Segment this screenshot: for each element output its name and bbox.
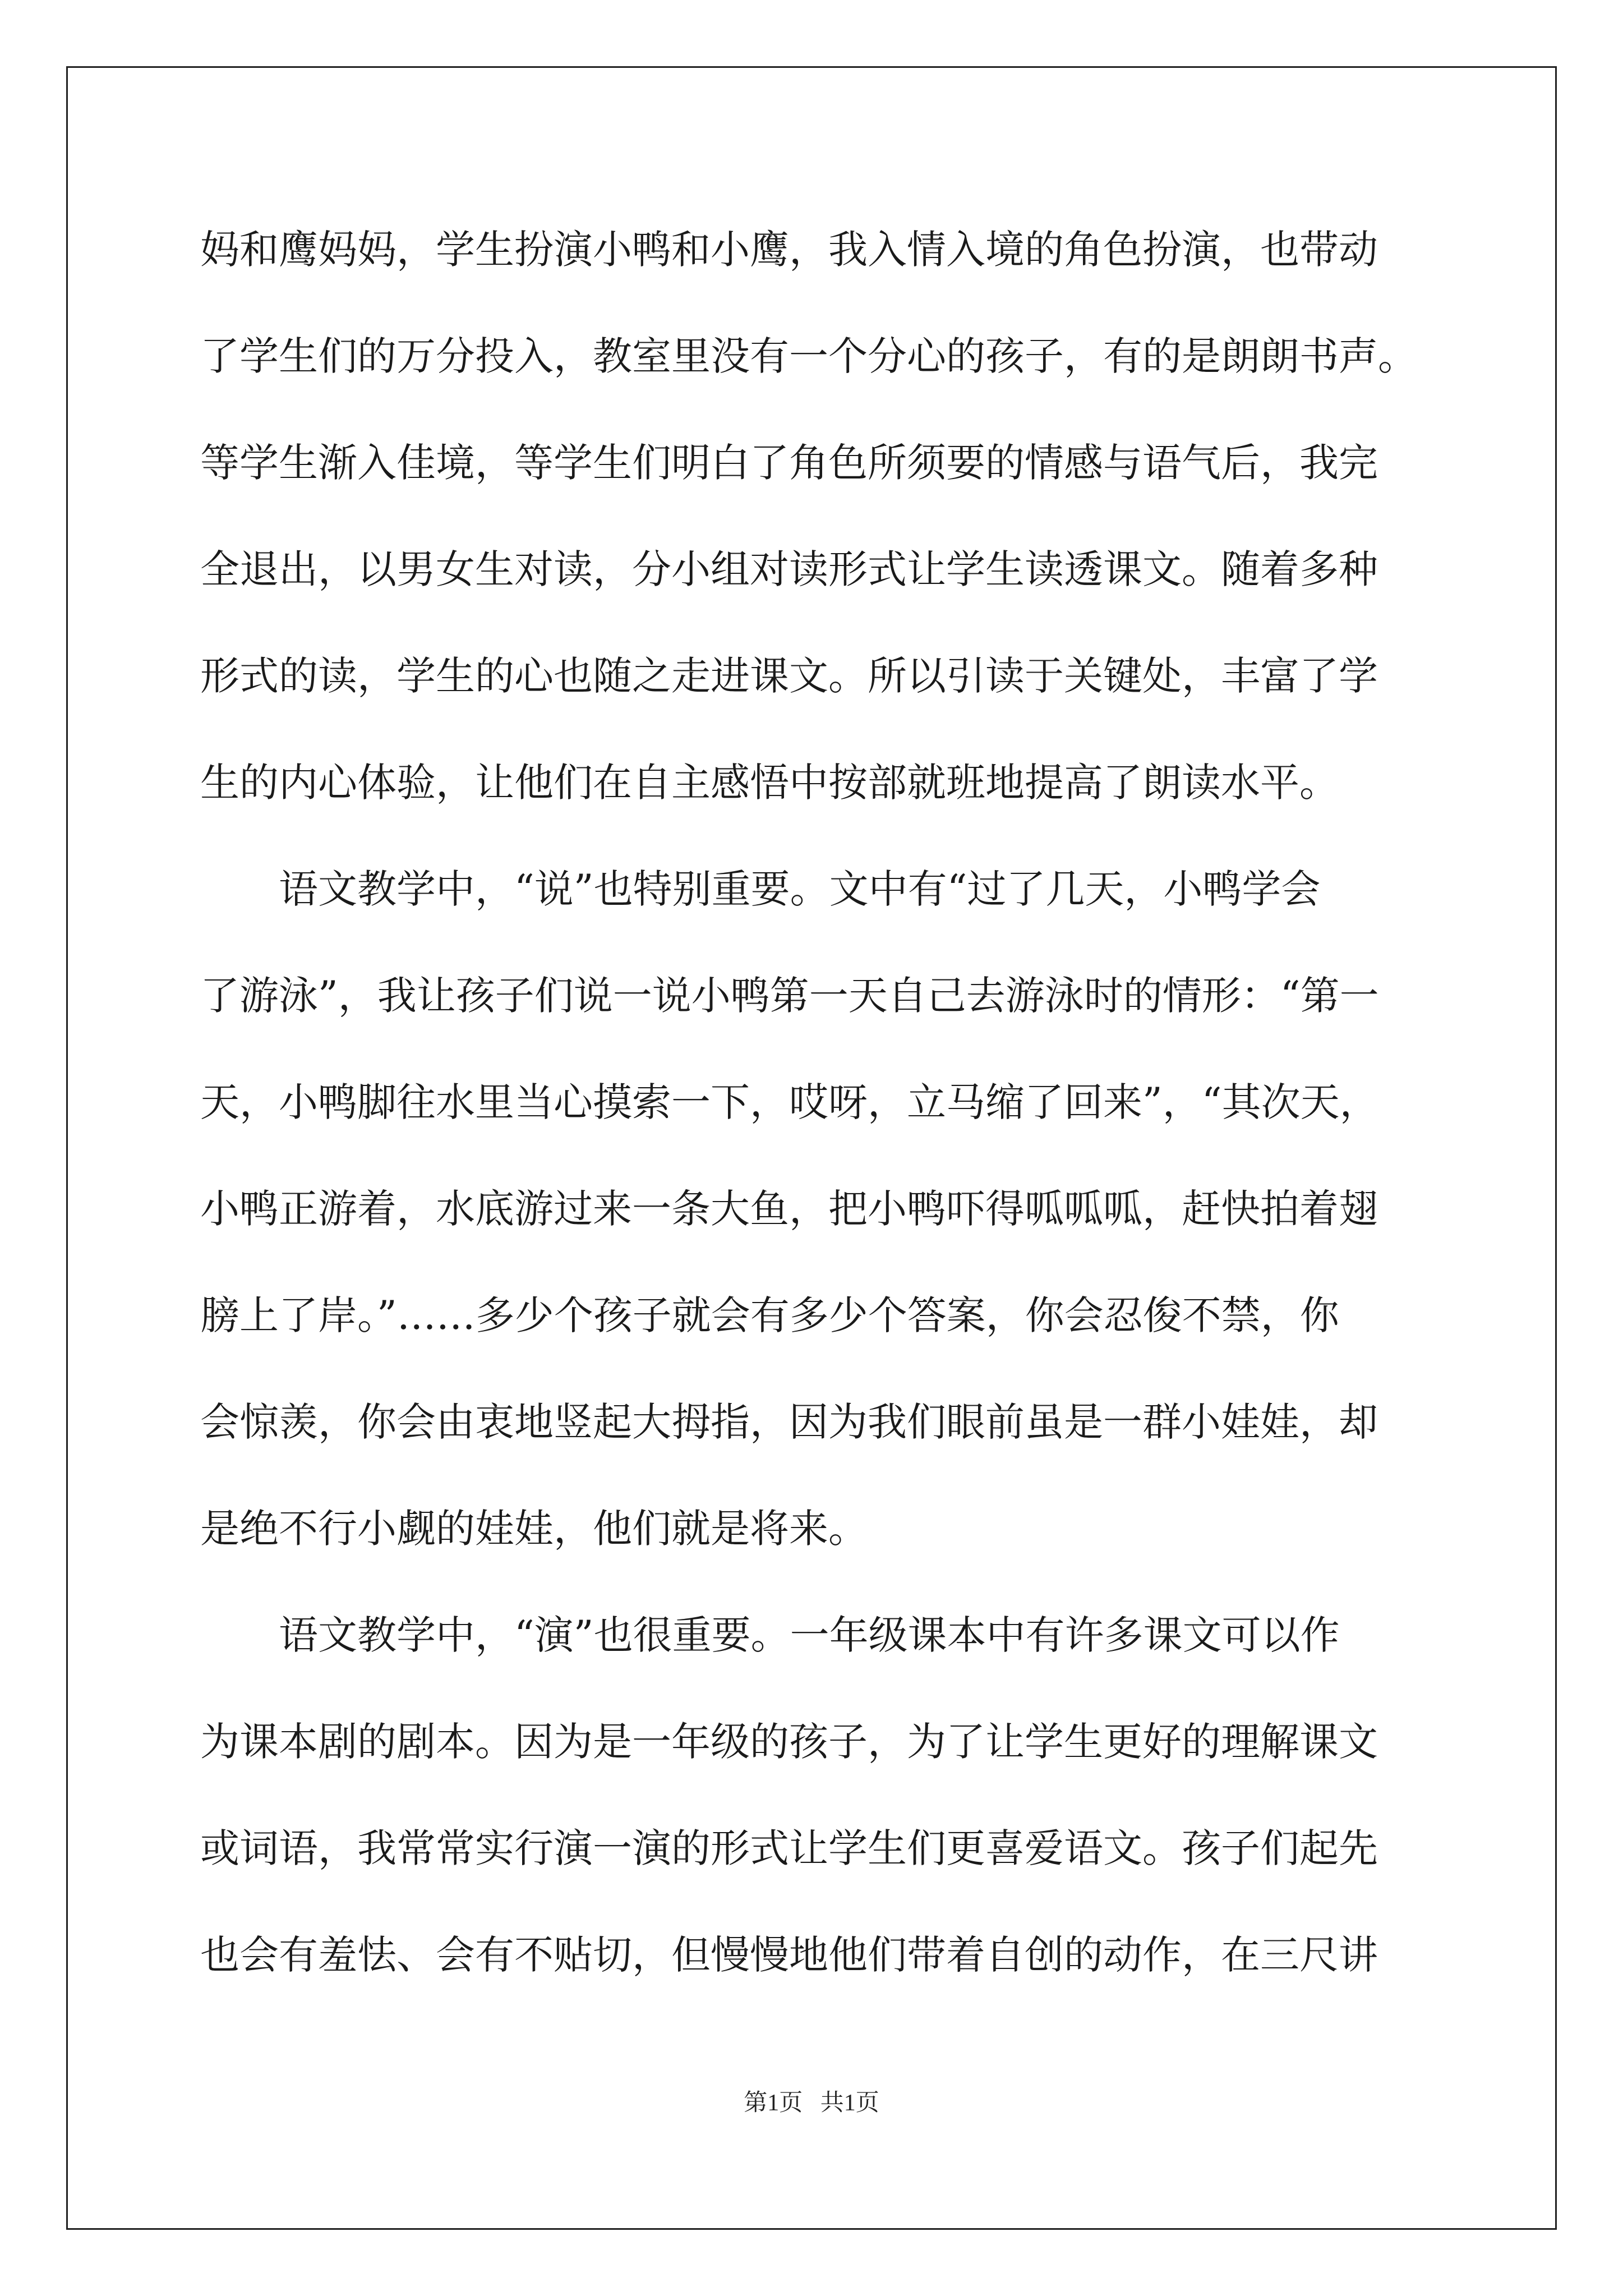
text-line: 生的内心体验，让他们在自主感悟中按部就班地提高了朗读水平。 — [200, 760, 1339, 806]
text-line: 会惊羡，你会由衷地竖起大拇指，因为我们眼前虽是一群小娃娃，却 — [200, 1399, 1378, 1445]
text-line: 或词语，我常常实行演一演的形式让学生们更喜爱语文。孩子们起先 — [200, 1825, 1378, 1871]
text-line: 膀上了岸。”……多少个孩子就会有多少个答案，你会忍俊不禁，你 — [200, 1292, 1339, 1338]
text-line: 小鸭正游着，水底游过来一条大鱼，把小鸭吓得呱呱呱，赶快拍着翅 — [200, 1186, 1378, 1232]
text-line: 天，小鸭脚往水里当心摸索一下，哎呀，立马缩了回来”，“其次天， — [200, 1079, 1379, 1125]
text-line: 了学生们的万分投入，教室里没有一个分心的孩子，有的是朗朗书声。 — [200, 333, 1417, 379]
document-body — [200, 219, 1434, 2031]
text-line: 全退出，以男女生对读，分小组对读形式让学生读透课文。随着多种 — [200, 546, 1378, 592]
text-line: 为课本剧的剧本。因为是一年级的孩子，为了让学生更好的理解课文 — [200, 1719, 1378, 1765]
text-line: 妈和鹰妈妈，学生扮演小鸭和小鹰，我入情入境的角色扮演，也带动 — [200, 227, 1378, 273]
text-line: 了游泳”，我让孩子们说一说小鸭第一天自己去游泳时的情形：“第一 — [200, 973, 1379, 1019]
page-footer: 第1页 共1页 — [744, 2090, 879, 2116]
text-line: 形式的读，学生的心也随之走进课文。所以引读于关键处，丰富了学 — [200, 653, 1378, 699]
text-line: 是绝不行小觑的娃娃，他们就是将来。 — [200, 1506, 868, 1552]
text-line: 也会有羞怯、会有不贴切，但慢慢地他们带着自创的动作，在三尺讲 — [200, 1932, 1378, 1978]
paragraph-start-line: 语文教学中，“演”也很重要。一年级课本中有许多课文可以作 — [279, 1612, 1340, 1658]
paragraph-start-line: 语文教学中，“说”也特别重要。文中有“过了几天，小鸭学会 — [279, 866, 1321, 912]
text-line: 等学生渐入佳境，等学生们明白了角色所须要的情感与语气后，我完 — [200, 440, 1378, 486]
